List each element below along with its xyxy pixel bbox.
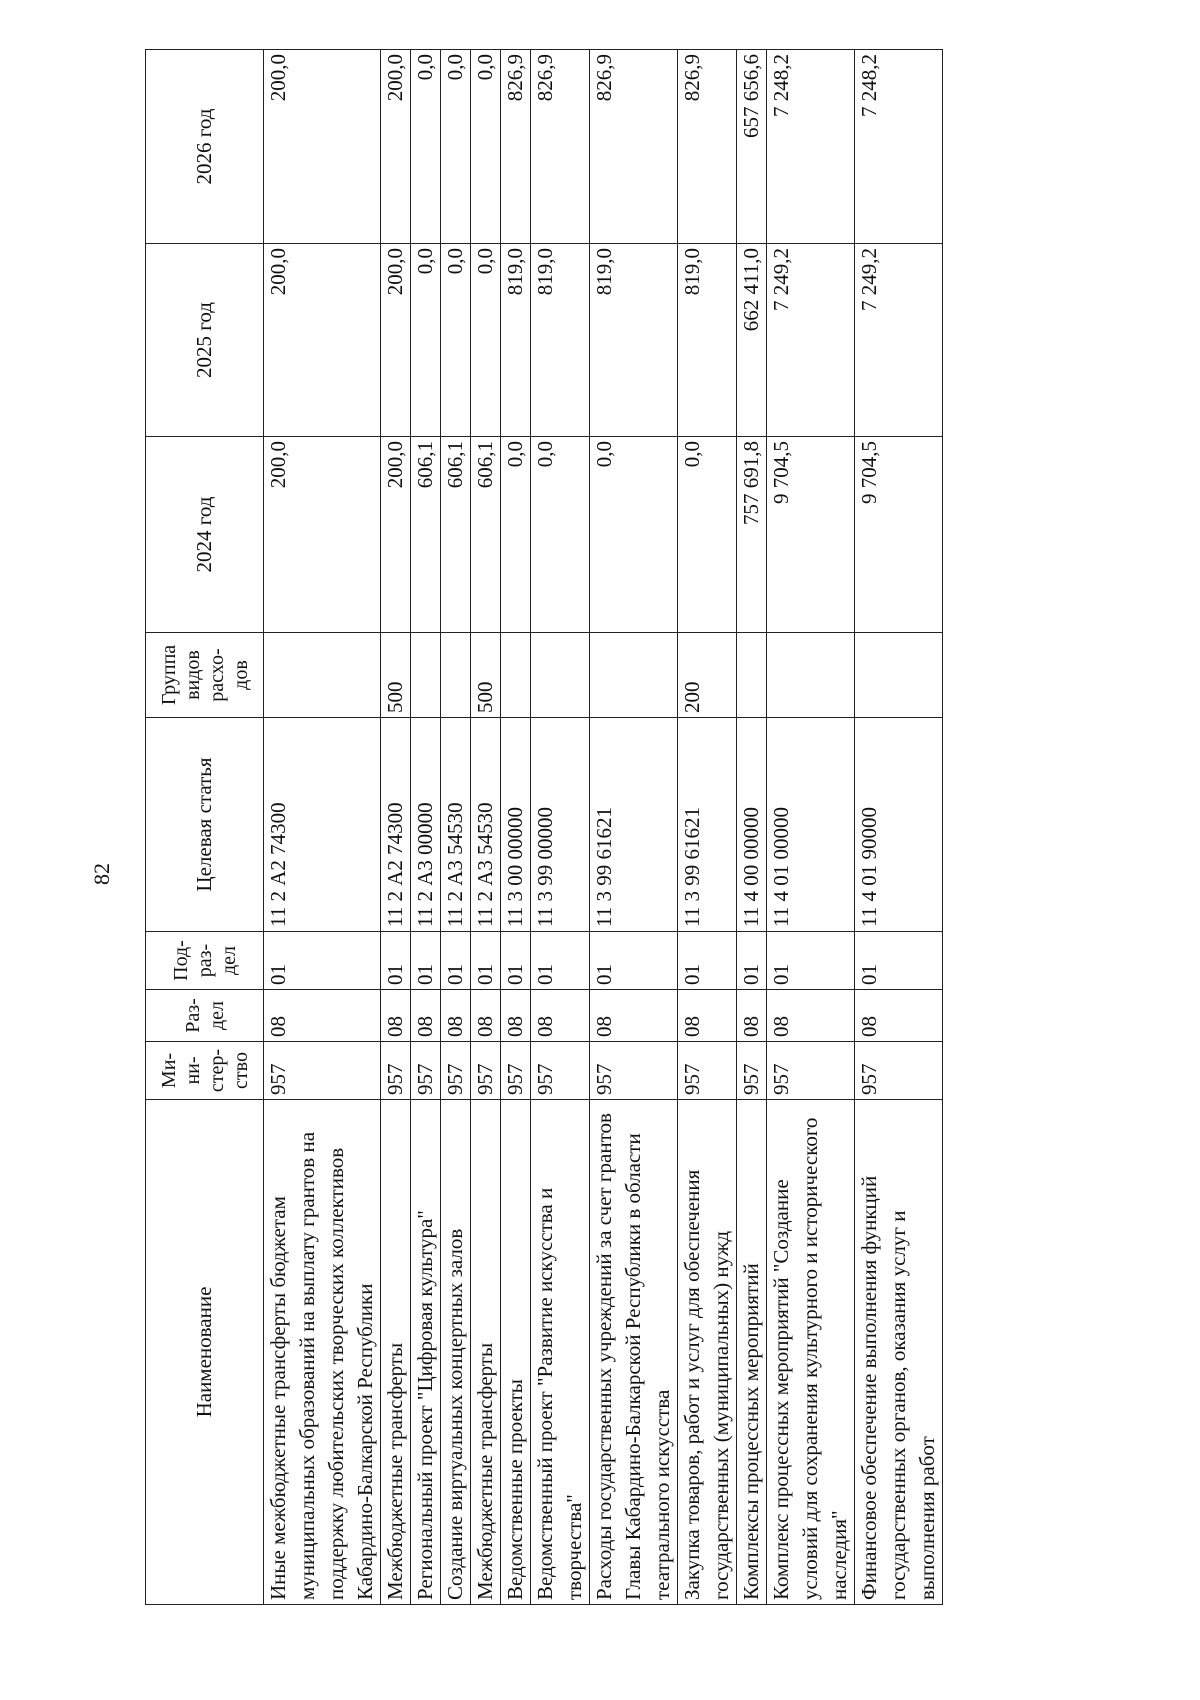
row-subsection: 01 — [767, 932, 855, 990]
row-2025: 7 249,2 — [855, 244, 943, 437]
row-2026: 826,9 — [501, 50, 531, 244]
row-section: 08 — [855, 990, 943, 1042]
row-name: Межбюджетные трансферты — [471, 1100, 501, 1605]
row-name: Финансовое обеспечение выполнения функций государственных органов, оказания услуг и выполнения работ — [855, 1100, 943, 1605]
row-2024: 0,0 — [531, 437, 590, 633]
row-group — [264, 633, 381, 718]
row-name: Расходы государственных учреждений за счет грантов Главы Кабардино-Балкарской Республики в области театрального искусства — [590, 1100, 678, 1605]
row-target: 11 2 А3 54530 — [471, 718, 501, 932]
header-2026: 2026 год — [146, 50, 264, 244]
budget-table — [145, 49, 943, 1605]
row-section: 08 — [471, 990, 501, 1042]
row-target: 11 2 А2 74300 — [381, 718, 411, 932]
table-row — [531, 50, 590, 1605]
row-section: 08 — [264, 990, 381, 1042]
row-subsection: 01 — [501, 932, 531, 990]
row-ministry: 957 — [471, 1042, 501, 1100]
row-2024: 9 704,5 — [855, 437, 943, 633]
row-group — [531, 633, 590, 718]
row-2025: 0,0 — [411, 244, 441, 437]
row-section: 08 — [678, 990, 737, 1042]
table-row — [441, 50, 471, 1605]
row-2025: 819,0 — [531, 244, 590, 437]
row-subsection: 01 — [855, 932, 943, 990]
row-ministry: 957 — [590, 1042, 678, 1100]
row-section: 08 — [737, 990, 767, 1042]
row-2026: 826,9 — [531, 50, 590, 244]
row-section: 08 — [441, 990, 471, 1042]
row-ministry: 957 — [264, 1042, 381, 1100]
row-subsection: 01 — [737, 932, 767, 990]
row-group: 200 — [678, 633, 737, 718]
table-row — [590, 50, 678, 1605]
row-2026: 0,0 — [441, 50, 471, 244]
row-subsection: 01 — [264, 932, 381, 990]
row-target: 11 2 А3 54530 — [441, 718, 471, 932]
row-ministry: 957 — [531, 1042, 590, 1100]
table-row — [471, 50, 501, 1605]
row-name: Иные межбюджетные трансферты бюджетам муниципальных образований на выплату грантов на поддержку любительских творческих коллективов Кабардино-Балкарской Республики — [264, 1100, 381, 1605]
table-row — [855, 50, 943, 1605]
row-2025: 0,0 — [471, 244, 501, 437]
row-name: Ведомственные проекты — [501, 1100, 531, 1605]
row-ministry: 957 — [855, 1042, 943, 1100]
page-number: 82 — [89, 863, 114, 885]
row-group — [590, 633, 678, 718]
row-group — [855, 633, 943, 718]
header-ministry: Ми-ни-стер-ство — [146, 1042, 264, 1100]
row-target: 11 3 99 61621 — [678, 718, 737, 932]
row-2025: 7 249,2 — [767, 244, 855, 437]
table-row — [381, 50, 411, 1605]
table-row — [737, 50, 767, 1605]
row-2026: 826,9 — [678, 50, 737, 244]
row-ministry: 957 — [381, 1042, 411, 1100]
row-2026: 7 248,2 — [855, 50, 943, 244]
row-ministry: 957 — [737, 1042, 767, 1100]
row-name: Межбюджетные трансферты — [381, 1100, 411, 1605]
header-name: Наименование — [146, 1100, 264, 1605]
row-2025: 819,0 — [678, 244, 737, 437]
row-2024: 0,0 — [590, 437, 678, 633]
row-target: 11 4 00 00000 — [737, 718, 767, 932]
row-name: Создание виртуальных концертных залов — [441, 1100, 471, 1605]
row-section: 08 — [531, 990, 590, 1042]
row-group — [501, 633, 531, 718]
row-subsection: 01 — [590, 932, 678, 990]
row-target: 11 2 А3 00000 — [411, 718, 441, 932]
row-section: 08 — [501, 990, 531, 1042]
row-2024: 606,1 — [411, 437, 441, 633]
row-2026: 200,0 — [381, 50, 411, 244]
row-group: 500 — [471, 633, 501, 718]
row-subsection: 01 — [381, 932, 411, 990]
row-target: 11 2 А2 74300 — [264, 718, 381, 932]
row-2026: 0,0 — [411, 50, 441, 244]
table-row — [501, 50, 531, 1605]
row-2025: 0,0 — [441, 244, 471, 437]
row-subsection: 01 — [411, 932, 441, 990]
table-row — [767, 50, 855, 1605]
row-ministry: 957 — [411, 1042, 441, 1100]
row-ministry: 957 — [678, 1042, 737, 1100]
row-2024: 9 704,5 — [767, 437, 855, 633]
header-2025: 2025 год — [146, 244, 264, 437]
row-2026: 657 656,6 — [737, 50, 767, 244]
row-section: 08 — [590, 990, 678, 1042]
row-group — [441, 633, 471, 718]
header-expense-group: Группа видов расхо-дов — [146, 633, 264, 718]
header-target: Целевая статья — [146, 718, 264, 932]
row-subsection: 01 — [531, 932, 590, 990]
row-target: 11 4 01 00000 — [767, 718, 855, 932]
row-2025: 819,0 — [501, 244, 531, 437]
table-row — [678, 50, 737, 1605]
row-name: Закупка товаров, работ и услуг для обеспечения государственных (муниципальных) нужд — [678, 1100, 737, 1605]
row-2024: 200,0 — [381, 437, 411, 633]
row-target: 11 3 99 61621 — [590, 718, 678, 932]
row-2024: 757 691,8 — [737, 437, 767, 633]
row-2026: 200,0 — [264, 50, 381, 244]
table-header-row — [146, 50, 264, 1605]
row-target: 11 4 01 90000 — [855, 718, 943, 932]
row-2024: 606,1 — [441, 437, 471, 633]
row-name: Ведомственный проект "Развитие искусства и творчества" — [531, 1100, 590, 1605]
row-section: 08 — [767, 990, 855, 1042]
row-name: Комплексы процессных мероприятий — [737, 1100, 767, 1605]
row-2026: 826,9 — [590, 50, 678, 244]
row-ministry: 957 — [501, 1042, 531, 1100]
row-subsection: 01 — [678, 932, 737, 990]
row-2025: 200,0 — [264, 244, 381, 437]
row-group — [737, 633, 767, 718]
row-name: Комплекс процессных мероприятий "Создание условий для сохранения культурного и исторического наследия" — [767, 1100, 855, 1605]
header-subsection: Под-раз-дел — [146, 932, 264, 990]
header-section: Раз-дел — [146, 990, 264, 1042]
row-2024: 0,0 — [678, 437, 737, 633]
row-ministry: 957 — [441, 1042, 471, 1100]
row-2026: 7 248,2 — [767, 50, 855, 244]
row-2026: 0,0 — [471, 50, 501, 244]
row-2024: 606,1 — [471, 437, 501, 633]
table-row — [411, 50, 441, 1605]
row-section: 08 — [381, 990, 411, 1042]
row-ministry: 957 — [767, 1042, 855, 1100]
row-2025: 662 411,0 — [737, 244, 767, 437]
row-subsection: 01 — [441, 932, 471, 990]
row-subsection: 01 — [471, 932, 501, 990]
row-section: 08 — [411, 990, 441, 1042]
row-target: 11 3 99 00000 — [531, 718, 590, 932]
row-group — [411, 633, 441, 718]
row-name: Региональный проект "Цифровая культура" — [411, 1100, 441, 1605]
row-group — [767, 633, 855, 718]
table-row — [264, 50, 381, 1605]
header-2024: 2024 год — [146, 437, 264, 633]
row-2024: 200,0 — [264, 437, 381, 633]
row-group: 500 — [381, 633, 411, 718]
row-target: 11 3 00 00000 — [501, 718, 531, 932]
row-2025: 200,0 — [381, 244, 411, 437]
row-2024: 0,0 — [501, 437, 531, 633]
row-2025: 819,0 — [590, 244, 678, 437]
rotated-table-container — [145, 50, 965, 1605]
